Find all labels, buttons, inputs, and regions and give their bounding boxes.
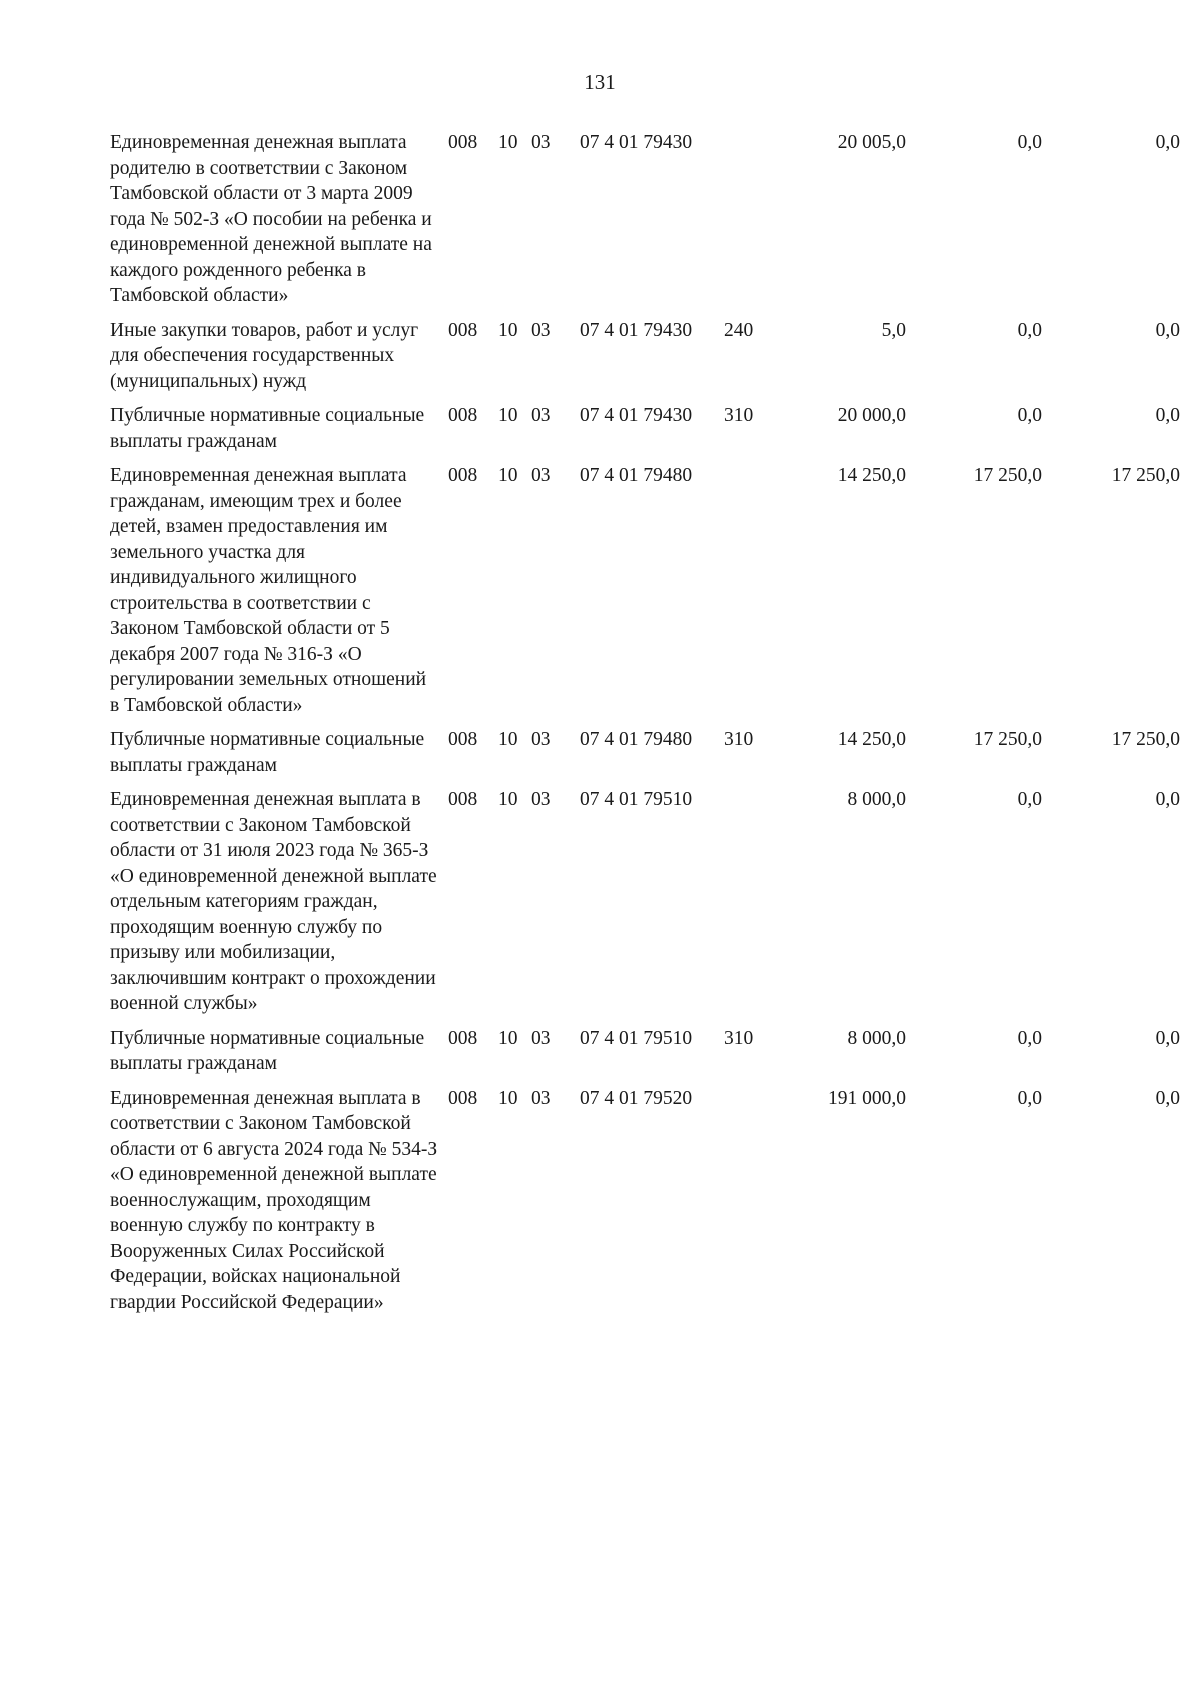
amount-year-3: 0,0 bbox=[1155, 1027, 1180, 1049]
target-article-code: 07 4 01 79480 bbox=[580, 729, 693, 750]
expense-type-code: 310 bbox=[724, 729, 754, 750]
amount-year-1: 14 250,0 bbox=[837, 465, 906, 486]
table-row bbox=[0, 318, 1200, 404]
amount-year-2: 17 250,0 bbox=[973, 465, 1042, 486]
subsection-code: 03 bbox=[531, 789, 551, 810]
amount-year-2: 0,0 bbox=[1017, 1027, 1042, 1049]
target-article-code: 07 4 01 79430 bbox=[580, 405, 693, 426]
amount-year-1: 20 005,0 bbox=[837, 132, 906, 153]
target-article-code: 07 4 01 79480 bbox=[580, 465, 693, 486]
budget-table bbox=[0, 130, 1200, 1324]
amount-year-2: 0,0 bbox=[1017, 132, 1042, 153]
amount-year-1: 14 250,0 bbox=[837, 729, 906, 750]
section-code: 10 bbox=[498, 729, 518, 750]
ministry-code: 008 bbox=[448, 789, 478, 810]
expense-name: Единовременная денежная выплата родителю в соответствии с Законом Тамбовской области от 3 марта 2009 года № 502-З «О пособии на ребенка и единовременной денежной выплате на каждого рожденного ребенка в Тамбовской области» bbox=[110, 132, 432, 306]
table-row bbox=[0, 727, 1200, 787]
amount-year-2: 17 250,0 bbox=[973, 729, 1042, 750]
subsection-code: 03 bbox=[531, 319, 551, 341]
target-article-code: 07 4 01 79430 bbox=[580, 319, 693, 341]
expense-name: Публичные нормативные социальные выплаты гражданам bbox=[110, 1027, 425, 1074]
amount-year-3: 0,0 bbox=[1155, 1087, 1180, 1109]
target-article-code: 07 4 01 79510 bbox=[580, 1027, 693, 1049]
section-code: 10 bbox=[498, 465, 518, 486]
table-row bbox=[0, 1086, 1200, 1325]
table-row bbox=[0, 463, 1200, 727]
amount-year-3: 0,0 bbox=[1155, 789, 1180, 810]
target-article-code: 07 4 01 79430 bbox=[580, 132, 693, 153]
ministry-code: 008 bbox=[448, 465, 478, 486]
table-row bbox=[0, 403, 1200, 463]
target-article-code: 07 4 01 79510 bbox=[580, 789, 693, 810]
ministry-code: 008 bbox=[448, 319, 478, 341]
subsection-code: 03 bbox=[531, 132, 551, 153]
expense-name: Единовременная денежная выплата в соответствии с Законом Тамбовской области от 6 августа 2024 года № 534-З «О единовременной денежной выплате военнослужащим, проходящим военную службу по контракту в Вооруженных Силах Российской Федерации, войсках национальной гвардии Российской Федерации» bbox=[110, 1087, 438, 1313]
expense-name: Публичные нормативные социальные выплаты гражданам bbox=[110, 405, 425, 452]
ministry-code: 008 bbox=[448, 1027, 478, 1049]
expense-name: Иные закупки товаров, работ и услуг для обеспечения государственных (муниципальных) нужд bbox=[110, 319, 419, 392]
amount-year-3: 17 250,0 bbox=[1111, 465, 1180, 486]
target-article-code: 07 4 01 79520 bbox=[580, 1087, 693, 1109]
ministry-code: 008 bbox=[448, 729, 478, 750]
section-code: 10 bbox=[498, 319, 518, 341]
table-row bbox=[0, 787, 1200, 1026]
subsection-code: 03 bbox=[531, 405, 551, 426]
subsection-code: 03 bbox=[531, 729, 551, 750]
amount-year-1: 20 000,0 bbox=[837, 405, 906, 426]
page-number: 131 bbox=[584, 70, 616, 94]
amount-year-2: 0,0 bbox=[1017, 1087, 1042, 1109]
subsection-code: 03 bbox=[531, 465, 551, 486]
amount-year-3: 0,0 bbox=[1155, 319, 1180, 341]
section-code: 10 bbox=[498, 405, 518, 426]
expense-type-code: 240 bbox=[724, 319, 754, 341]
table-row bbox=[0, 130, 1200, 318]
expense-name: Публичные нормативные социальные выплаты гражданам bbox=[110, 729, 425, 776]
expense-type-code: 310 bbox=[724, 1027, 754, 1049]
amount-year-2: 0,0 bbox=[1017, 789, 1042, 810]
amount-year-1: 8 000,0 bbox=[847, 789, 906, 810]
section-code: 10 bbox=[498, 1027, 518, 1049]
section-code: 10 bbox=[498, 789, 518, 810]
amount-year-3: 0,0 bbox=[1155, 405, 1180, 426]
expense-type-code: 310 bbox=[724, 405, 754, 426]
amount-year-3: 0,0 bbox=[1155, 132, 1180, 153]
subsection-code: 03 bbox=[531, 1087, 551, 1109]
ministry-code: 008 bbox=[448, 132, 478, 153]
expense-name: Единовременная денежная выплата в соответствии с Законом Тамбовской области от 31 июля 2023 года № 365-З «О единовременной денежной выплате отдельным категориям граждан, проходящим военную службу по призыву или мобилизации, заключившим контракт о прохождении военной службы» bbox=[110, 789, 437, 1014]
table-row bbox=[0, 1026, 1200, 1086]
amount-year-2: 0,0 bbox=[1017, 319, 1042, 341]
expense-name: Единовременная денежная выплата гражданам, имеющим трех и более детей, взамен предоставления им земельного участка для индивидуального жилищного строительства в соответствии с Законом Тамбовской области от 5 декабря 2007 года № 316-З «О регулировании земельных отношений в Тамбовской области» bbox=[110, 465, 427, 716]
ministry-code: 008 bbox=[448, 405, 478, 426]
subsection-code: 03 bbox=[531, 1027, 551, 1049]
amount-year-1: 8 000,0 bbox=[847, 1027, 906, 1049]
section-code: 10 bbox=[498, 132, 518, 153]
amount-year-1: 191 000,0 bbox=[828, 1087, 906, 1109]
amount-year-3: 17 250,0 bbox=[1111, 729, 1180, 750]
section-code: 10 bbox=[498, 1087, 518, 1109]
amount-year-1: 5,0 bbox=[881, 319, 906, 341]
amount-year-2: 0,0 bbox=[1017, 405, 1042, 426]
ministry-code: 008 bbox=[448, 1087, 478, 1109]
